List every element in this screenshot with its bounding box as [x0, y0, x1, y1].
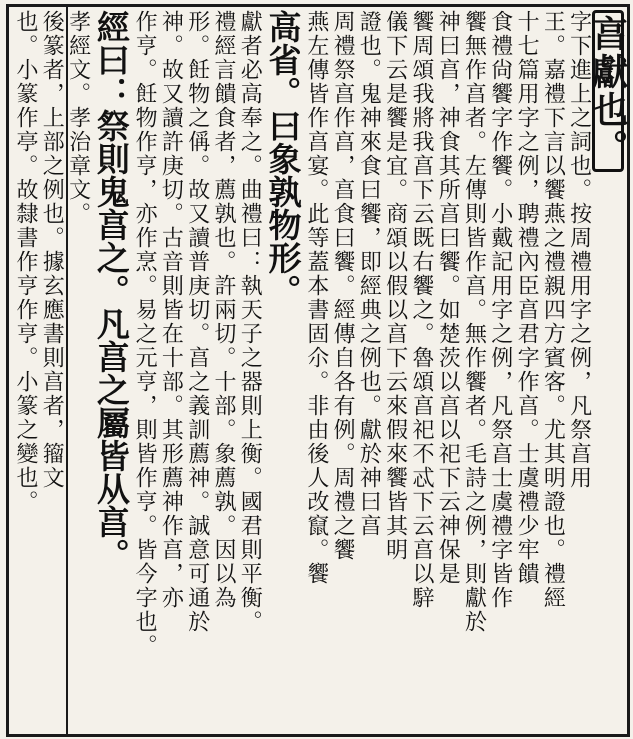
text-column: 形。飪物之偁。故又讀普庚切。亯之義訓薦神。誠意可通於 — [184, 10, 210, 634]
text-column: 饗周頌我將我亯下云既右饗之。魯頌亯祀不忒下云亯以騂 — [408, 10, 434, 610]
text-column-large — [91, 10, 131, 730]
text-column: 孝經文。孝治章文。 — [65, 10, 91, 226]
text-column: 十七篇用字之例，聘禮內臣亯君字作亯。士虞禮少牢饋 — [514, 10, 540, 586]
text-column: 獻者必高奉之。曲禮曰：執天子之器則上衡。國君則平衡。 — [237, 10, 263, 634]
text-column: 饗無作亯者。左傳則皆作亯。無作饗者。毛詩之例，則獻於 — [461, 10, 487, 634]
large-text: 高省。 — [263, 10, 303, 109]
text-column-large — [263, 10, 303, 730]
text-column: 也。小篆作亭。故隸書作亨作亨。小篆之變也。 — [13, 10, 38, 514]
text-column: 神曰亯，神食其所亯曰饗。如楚茨以亯以祀下云神保是 — [435, 10, 461, 586]
large-text: 經曰：祭則鬼亯之。 — [91, 10, 131, 307]
text-column: 燕左傳皆作亯宴。此等蓋本書固尒。非由後人改竄。饗 — [303, 10, 329, 586]
text-column: 禮經言饋食者，薦孰也。許兩切。十部。象薦孰。因以為 — [210, 10, 236, 610]
large-text-extra: 凡亯之屬皆从亯。 — [91, 307, 131, 571]
text-column: 周禮祭亯作亯，亯食曰饗。經傳自各有例。周禮之饗 — [330, 10, 356, 562]
text-column — [586, 10, 629, 730]
text-column: 後篆者，上部之例也。據玄應書則亯者，籀文 — [39, 10, 65, 490]
text-column: 作亨。飪物作亨，亦作烹。易之元亨，則皆作亨。皆今字也。 — [132, 10, 158, 658]
text-column: 王。嘉禮下言以饗燕之禮親四方賓客。尤其明證也。禮經 — [540, 10, 566, 610]
text-column: 食禮尙饗字作饗。小戴記用字之例，凡祭亯士虞禮字皆作 — [487, 10, 513, 610]
large-text-extra: 曰象孰物形。 — [263, 109, 303, 307]
text-column: 字下進上之詞也。按周禮用字之例，凡祭亯用 — [566, 10, 592, 490]
heading-character: 亯獻也。 — [592, 10, 624, 172]
text-columns — [12, 10, 629, 730]
text-column: 神。故又讀許庚切。古音則皆在十部。其形薦神作亯，亦 — [158, 10, 184, 610]
text-column: 儀下云是饗是宜。商頌以假以亯下云來假來饗皆其明 — [382, 10, 408, 562]
text-column: 證也。鬼神來食曰饗，即經典之例也。獻於神曰亯 — [356, 10, 382, 538]
